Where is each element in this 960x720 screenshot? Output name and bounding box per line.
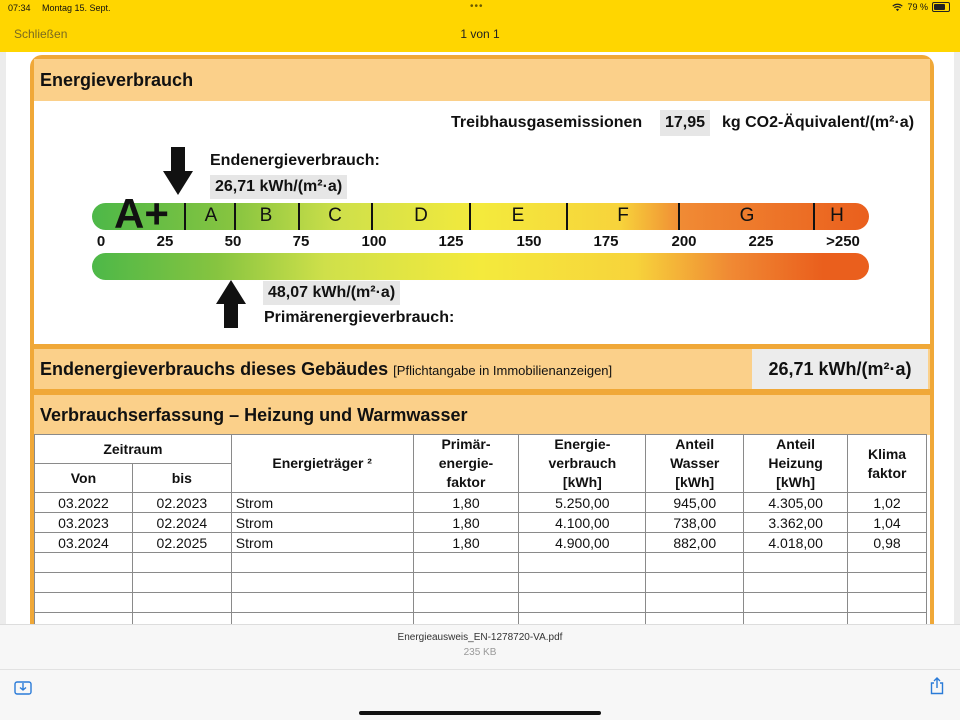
- table-cell: [231, 553, 413, 573]
- table-cell: 1,04: [848, 513, 927, 533]
- table-cell: [35, 593, 133, 613]
- table-cell: 1,02: [848, 493, 927, 513]
- wifi-icon: [892, 3, 903, 12]
- table-cell: [848, 613, 927, 625]
- col-anteil-wasser: Anteil Wasser [kWh]: [646, 435, 744, 493]
- nav-bar: [0, 16, 960, 52]
- col-primaerfaktor: Primär- energie- faktor: [413, 435, 519, 493]
- consumption-table: [34, 434, 927, 624]
- end-energy-label: Endenergieverbrauch:: [210, 152, 380, 169]
- table-cell: [231, 573, 413, 593]
- page-indicator: 1 von 1: [460, 27, 500, 41]
- scale-class-a: A: [204, 205, 218, 226]
- bottom-toolbar: [0, 624, 960, 720]
- table-cell: [413, 553, 519, 573]
- table-cell: [646, 593, 744, 613]
- file-name: Energieausweis_EN-1278720-VA.pdf: [397, 632, 563, 643]
- scale-number: 50: [224, 233, 242, 250]
- table-cell: 3.362,00: [744, 513, 848, 533]
- col-zeitraum: Zeitraum: [35, 435, 232, 464]
- col-energieverbrauch: Energie- verbrauch [kWh]: [519, 435, 646, 493]
- multitasking-dots-icon[interactable]: •••: [470, 1, 484, 12]
- table-row-empty: [35, 613, 927, 625]
- table-cell: [646, 613, 744, 625]
- table-cell: [132, 593, 231, 613]
- table-cell: [132, 613, 231, 625]
- battery-icon: [932, 2, 950, 12]
- close-button[interactable]: Schließen: [14, 27, 68, 41]
- col-bis: bis: [132, 464, 231, 493]
- scale-number: 125: [438, 233, 464, 250]
- table-cell: 738,00: [646, 513, 744, 533]
- table-cell: 4.018,00: [744, 533, 848, 553]
- save-to-files-icon[interactable]: [14, 679, 32, 695]
- col-anteil-heizung: Anteil Heizung [kWh]: [744, 435, 848, 493]
- table-cell: [413, 613, 519, 625]
- table-cell: [35, 553, 133, 573]
- table-body: [35, 493, 927, 625]
- scale-number: 0: [96, 233, 106, 250]
- end-energy-value: 26,71 kWh/(m²·a): [210, 175, 347, 199]
- table-cell: [744, 573, 848, 593]
- table-cell: [35, 613, 133, 625]
- primary-energy-value: 48,07 kWh/(m²·a): [263, 281, 400, 305]
- status-date: Montag 15. Sept.: [42, 3, 111, 13]
- section-title: Energieverbrauch: [40, 70, 194, 90]
- table-cell: 1,80: [413, 533, 519, 553]
- table-cell: [35, 573, 133, 593]
- home-indicator[interactable]: [359, 711, 601, 715]
- table-cell: 4.100,00: [519, 513, 646, 533]
- table-cell: 4.305,00: [744, 493, 848, 513]
- table-row-empty: [35, 573, 927, 593]
- table-cell: [519, 613, 646, 625]
- table-cell: 0,98: [848, 533, 927, 553]
- building-label: Endenergieverbrauchs dieses Gebäudes: [40, 359, 389, 379]
- table-row-empty: [35, 593, 927, 613]
- table-row: [35, 533, 927, 553]
- table-cell: [519, 593, 646, 613]
- scale-class-c: C: [328, 205, 342, 226]
- table-cell: 03.2023: [35, 513, 133, 533]
- ghg-value: 17,95: [660, 110, 710, 136]
- scale-class-h: H: [830, 205, 844, 226]
- table-cell: 882,00: [646, 533, 744, 553]
- table-cell: [744, 593, 848, 613]
- table-cell: 03.2024: [35, 533, 133, 553]
- file-size: 235 KB: [463, 647, 497, 658]
- toolbar-divider: [0, 669, 960, 670]
- table-cell: [744, 553, 848, 573]
- battery-percent: 79 %: [907, 2, 928, 12]
- table-cell: 1,80: [413, 513, 519, 533]
- table-cell: [132, 553, 231, 573]
- table-cell: 02.2025: [132, 533, 231, 553]
- table-cell: 1,80: [413, 493, 519, 513]
- table-cell: [519, 553, 646, 573]
- table-row: [35, 513, 927, 533]
- building-note: [Pflichtangabe in Immobilienanzeigen]: [393, 363, 613, 378]
- status-right: [892, 2, 950, 12]
- scale-class-g: G: [739, 205, 755, 226]
- scale-number: 100: [361, 233, 387, 250]
- primary-energy-label: Primärenergieverbrauch:: [264, 309, 455, 326]
- status-bar: [0, 0, 960, 16]
- table-cell: [231, 593, 413, 613]
- table-cell: Strom: [231, 513, 413, 533]
- table-cell: [519, 573, 646, 593]
- scale-number: 150: [516, 233, 542, 250]
- building-value: 26,71 kWh/(m²·a): [752, 349, 928, 389]
- table-cell: [413, 573, 519, 593]
- scale-class-e: E: [511, 205, 525, 226]
- table-cell: 4.900,00: [519, 533, 646, 553]
- scale-number: >250: [826, 233, 860, 250]
- scale-number: 200: [671, 233, 697, 250]
- col-klimafaktor: Klima faktor: [848, 435, 927, 493]
- ghg-label: Treibhausgasemissionen: [451, 114, 643, 131]
- col-energietraeger: Energieträger ²: [231, 435, 413, 493]
- battery-level: [934, 4, 945, 10]
- table-cell: [413, 593, 519, 613]
- table-cell: [848, 593, 927, 613]
- table-row-empty: [35, 553, 927, 573]
- col-von: Von: [35, 464, 133, 493]
- scale-number: 175: [593, 233, 619, 250]
- table-row: [35, 493, 927, 513]
- scale-class-b: B: [259, 205, 273, 226]
- table-cell: [848, 573, 927, 593]
- table-cell: 5.250,00: [519, 493, 646, 513]
- scale-number: 75: [292, 233, 310, 250]
- scale-class-f: F: [617, 205, 629, 226]
- share-icon[interactable]: [929, 677, 945, 695]
- scale-number: 25: [156, 233, 174, 250]
- table-cell: [848, 553, 927, 573]
- efficiency-badge: A+: [114, 190, 169, 237]
- table-cell: [646, 553, 744, 573]
- table-cell: [132, 573, 231, 593]
- table-cell: [231, 613, 413, 625]
- table-cell: 945,00: [646, 493, 744, 513]
- table-cell: 02.2024: [132, 513, 231, 533]
- status-time: 07:34: [8, 3, 31, 13]
- table-cell: Strom: [231, 493, 413, 513]
- scale-number: 225: [748, 233, 774, 250]
- section-title: Verbrauchserfassung – Heizung und Warmwasser: [40, 405, 468, 425]
- table-cell: 03.2022: [35, 493, 133, 513]
- table-cell: [744, 613, 848, 625]
- table-cell: [646, 573, 744, 593]
- table-clip: [24, 52, 934, 624]
- table-cell: Strom: [231, 533, 413, 553]
- table-header-row: [35, 435, 927, 464]
- scale-class-d: D: [414, 205, 428, 226]
- ghg-unit: kg CO2-Äquivalent/(m²·a): [722, 114, 915, 131]
- table-cell: 02.2023: [132, 493, 231, 513]
